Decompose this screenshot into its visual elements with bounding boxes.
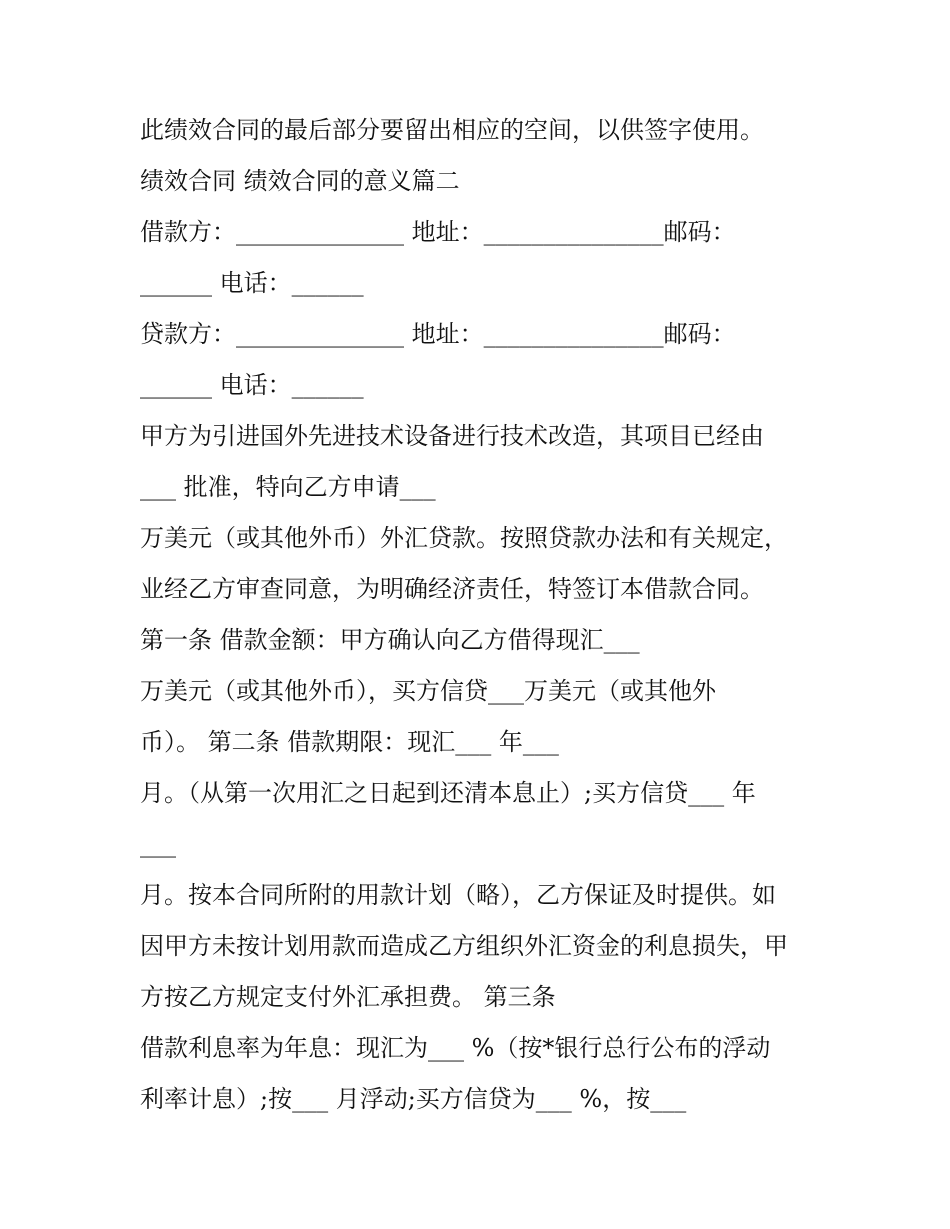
text-line-usage-plan-cont: 因甲方未按计划用款而造成乙方组织外汇资金的利息损失，甲 bbox=[140, 932, 788, 960]
text-line-section-title: 绩效合同 绩效合同的意义篇二 bbox=[140, 167, 460, 195]
text-line-lender: 贷款方：______________ 地址：_______________邮码： bbox=[140, 320, 736, 348]
text-line-article-2-cont: 月。（从第一次用汇之日起到还清本息止）;买方信贷___ 年 bbox=[140, 779, 756, 807]
text-line-blank: ___ bbox=[140, 830, 176, 858]
text-line-preamble-2: ___ 批准，特向乙方申请___ bbox=[140, 473, 436, 501]
text-line-preamble-4: 业经乙方审查同意，为明确经济责任，特签订本借款合同。 bbox=[140, 575, 764, 603]
text-line-article-3: 方按乙方规定支付外汇承担费。 第三条 bbox=[140, 983, 556, 1011]
text-line-article-1-cont: 万美元（或其他外币），买方信贷___万美元（或其他外 bbox=[140, 677, 716, 705]
text-line-usage-plan: 月。按本合同所附的用款计划（略），乙方保证及时提供。如 bbox=[140, 881, 776, 909]
text-line-preamble-3: 万美元（或其他外币）外汇贷款。按照贷款办法和有关规定， bbox=[140, 524, 788, 552]
text-line-borrower: 借款方：______________ 地址：_______________邮码： bbox=[140, 218, 736, 246]
text-line-signature-note: 此绩效合同的最后部分要留出相应的空间，以供签字使用。 bbox=[140, 116, 764, 144]
text-line-article-1: 第一条 借款金额：甲方确认向乙方借得现汇___ bbox=[140, 626, 640, 654]
text-line-lender-phone: ______ 电话：______ bbox=[140, 371, 364, 399]
text-line-borrower-phone: ______ 电话：______ bbox=[140, 269, 364, 297]
text-line-preamble-1: 甲方为引进国外先进技术设备进行技术改造，其项目已经由 bbox=[140, 422, 764, 450]
text-line-interest-rate-cont: 利率计息）;按___ 月浮动;买方信贷为___ %，按___ bbox=[140, 1085, 687, 1113]
text-line-interest-rate: 借款利息率为年息：现汇为___ %（按*银行总行公布的浮动 bbox=[140, 1034, 771, 1062]
text-line-article-2: 币）。 第二条 借款期限：现汇___ 年___ bbox=[140, 728, 559, 756]
